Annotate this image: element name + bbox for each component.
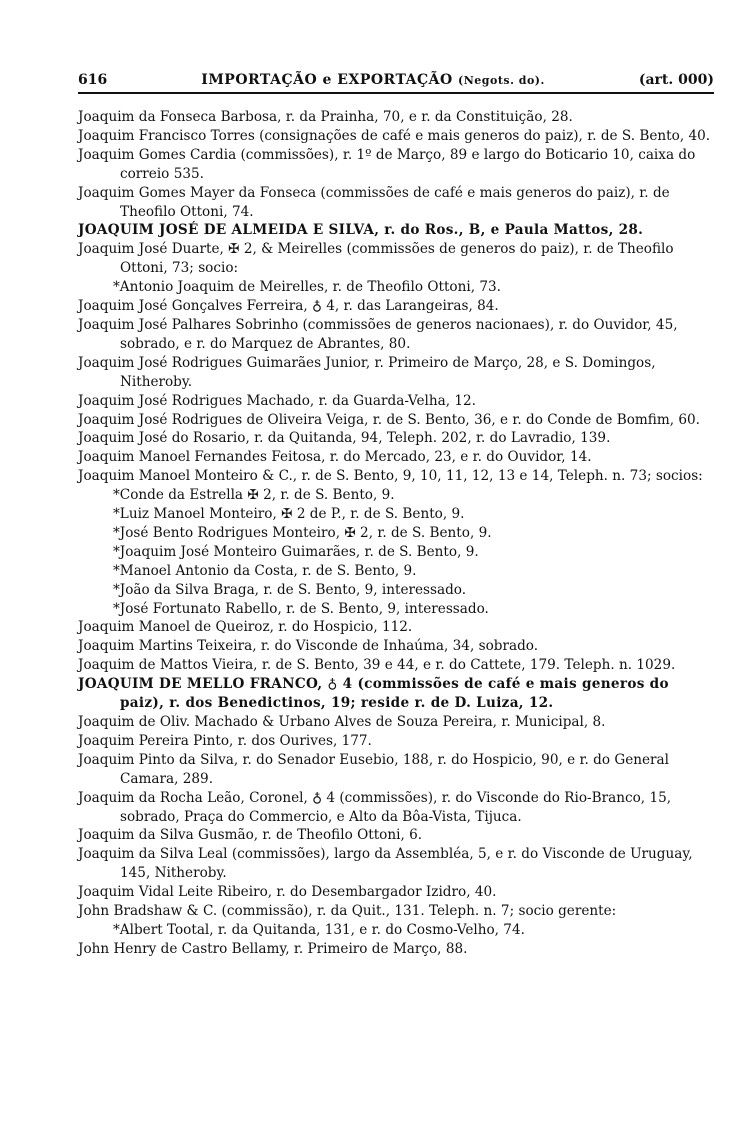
partner-entry: *João da Silva Braga, r. de S. Bento, 9, interessado. — [113, 581, 467, 598]
directory-entry: Joaquim Pereira Pinto, r. dos Ourives, 177. — [78, 732, 372, 749]
partner-entry: *Joaquim José Monteiro Guimarães, r. de S. Bento, 9. — [113, 543, 479, 560]
directory-entry: Joaquim José Rodrigues Machado, r. da Guarda-Velha, 12. — [78, 392, 477, 409]
section-reference: (art. 000) — [638, 72, 714, 88]
directory-entry: Joaquim da Rocha Leão, Coronel, ♁ 4 (commissões), r. do Visconde do Rio-Branco, 15, sobrado, Praça do Commercio, e Alto da Bôa-Vista, Tijuca. — [78, 789, 672, 825]
directory-entry: Joaquim da Silva Gusmão, r. de Theofilo Ottoni, 6. — [78, 827, 423, 844]
directory-entries — [78, 108, 714, 959]
directory-entry: Joaquim Martins Teixeira, r. do Visconde de Inhaúma, 34, sobrado. — [78, 638, 539, 655]
directory-entry: Joaquim José Rodrigues de Oliveira Veiga, r. de S. Bento, 36, e r. do Conde de Bomfim, 60. — [78, 411, 700, 428]
directory-entry: Joaquim Manoel Monteiro & C., r. de S. Bento, 9, 10, 11, 12, 13 e 14, Teleph. n. 73; socios: — [78, 468, 703, 485]
partner-entry: *José Fortunato Rabello, r. de S. Bento, 9, interessado. — [113, 600, 489, 617]
running-title — [201, 72, 545, 88]
directory-entry: Joaquim José Duarte, ✠ 2, & Meirelles (commissões de generos do paiz), r. de Theofilo Ottoni, 73; socio: — [78, 241, 674, 277]
directory-entry: Joaquim Manoel Fernandes Feitosa, r. do Mercado, 23, e r. do Ouvidor, 14. — [78, 449, 592, 466]
directory-entry: JOAQUIM DE MELLO FRANCO, ♁ 4 (commissões de café e mais generos do paiz), r. dos Benedictinos, 19; reside r. de D. Luiza, 12. — [78, 676, 669, 712]
running-title-main: IMPORTAÇÃO e EXPORTAÇÃO — [201, 72, 453, 88]
partner-entry: *Luiz Manoel Monteiro, ✠ 2 de P., r. de S. Bento, 9. — [113, 506, 465, 523]
partner-entry: *Antonio Joaquim de Meirelles, r. de Theofilo Ottoni, 73. — [113, 279, 501, 296]
page-number: 616 — [78, 72, 108, 88]
partner-entry: *José Bento Rodrigues Monteiro, ✠ 2, r. de S. Bento, 9. — [113, 524, 492, 541]
directory-entry: Joaquim José Rodrigues Guimarães Junior, r. Primeiro de Março, 28, e S. Domingos, Nitheroby. — [78, 354, 656, 390]
partner-entry: *Conde da Estrella ✠ 2, r. de S. Bento, 9. — [113, 487, 395, 504]
partner-entry: *Manoel Antonio da Costa, r. de S. Bento, 9. — [113, 562, 417, 579]
directory-entry: Joaquim Vidal Leite Ribeiro, r. do Desembargador Izidro, 40. — [78, 884, 497, 901]
directory-entry: JOAQUIM JOSÉ DE ALMEIDA E SILVA, r. do Ros., B, e Paula Mattos, 28. — [78, 222, 644, 239]
directory-entry: Joaquim de Mattos Vieira, r. de S. Bento, 39 e 44, e r. do Cattete, 179. Teleph. n. 1029. — [78, 657, 676, 674]
directory-entry: John Bradshaw & C. (commissão), r. da Quit., 131. Teleph. n. 7; socio gerente: — [78, 903, 617, 920]
directory-entry: Joaquim Manoel de Queiroz, r. do Hospicio, 112. — [78, 619, 413, 636]
directory-entry: Joaquim da Fonseca Barbosa, r. da Prainha, 70, e r. da Constituição, 28. — [78, 109, 573, 125]
running-title-sub: (Negots. do). — [458, 74, 545, 87]
directory-entry: Joaquim José do Rosario, r. da Quitanda, 94, Teleph. 202, r. do Lavradio, 139. — [78, 430, 611, 447]
directory-entry: Joaquim Francisco Torres (consignações de café e mais generos do paiz), r. de S. Bento, 40. — [78, 127, 711, 144]
directory-page — [78, 72, 714, 959]
directory-entry: Joaquim de Oliv. Machado & Urbano Alves de Souza Pereira, r. Municipal, 8. — [78, 714, 606, 730]
partner-entry: *Albert Tootal, r. da Quitanda, 131, e r. do Cosmo-Velho, 74. — [113, 921, 525, 938]
directory-entry: Joaquim José Gonçalves Ferreira, ♁ 4, r. das Larangeiras, 84. — [78, 298, 499, 315]
directory-entry: Joaquim Gomes Mayer da Fonseca (commissões de café e mais generos do paiz), r. de Theofilo Ottoni, 74. — [78, 184, 670, 220]
directory-entry: John Henry de Castro Bellamy, r. Primeiro de Março, 88. — [78, 940, 468, 957]
directory-entry: Joaquim da Silva Leal (commissões), largo da Assembléa, 5, e r. do Visconde de Uruguay, 145, Nitheroby. — [78, 846, 693, 882]
directory-entry: Joaquim José Palhares Sobrinho (commissões de generos nacionaes), r. do Ouvidor, 45, sobrado, e r. do Marquez de Abrantes, 80. — [78, 316, 678, 352]
page-header — [78, 72, 714, 94]
directory-entry: Joaquim Gomes Cardia (commissões), r. 1º de Março, 89 e largo do Boticario 10, caixa do correio 535. — [78, 146, 696, 182]
directory-entry: Joaquim Pinto da Silva, r. do Senador Eusebio, 188, r. do Hospicio, 90, e r. do General Camara, 289. — [78, 751, 669, 787]
